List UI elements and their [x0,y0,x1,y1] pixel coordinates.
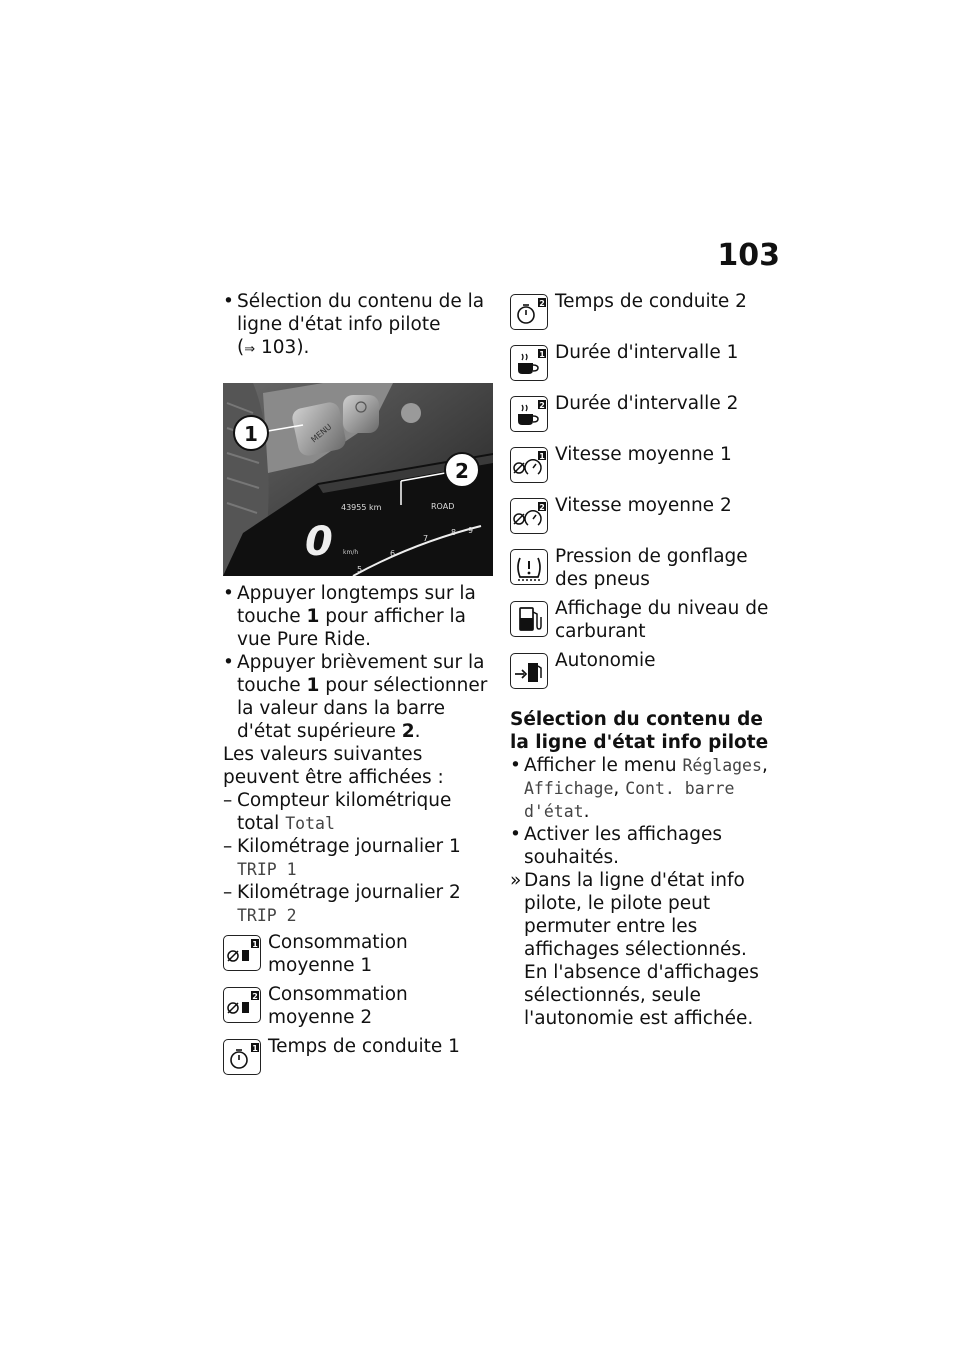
tachometer-tick: 9 [468,526,474,535]
value-icon-row [510,290,785,335]
icon-badge: 1 [539,350,545,359]
menu-path-code: Cont. barre d'état [524,779,735,821]
value-icon-row [510,494,785,539]
value-label: Vitesse moyenne 2 [555,495,732,516]
stopwatch-1-icon [223,1039,261,1075]
value-label: Temps de conduite 2 [555,291,747,312]
average-speed-2-icon [510,498,548,534]
icon-badge: 1 [539,452,545,461]
icon-badge: 1 [252,940,258,949]
icon-badge: 2 [539,401,545,410]
value-icon-row [223,1035,498,1080]
handlebar-dashboard-photo [223,383,493,576]
value-icon-row [223,931,498,977]
coffee-cup-1-icon [510,345,548,381]
value-label: Vitesse moyenne 1 [555,444,732,465]
value-label: Temps de conduite 1 [268,1036,460,1057]
range-icon [510,653,548,689]
instruction-text: Appuyer brièvement sur la touche [237,652,485,696]
icon-badge: 2 [539,503,545,512]
value-icon-row [510,443,785,488]
menu-path-code: Affichage [524,779,614,798]
speed-readout: 0 [305,519,333,565]
menu-path-code: Réglages [682,756,762,775]
punctuation: , [761,755,768,776]
value-icon-row [510,597,785,643]
intro-text: Sélection du contenu de la ligne d'état info pilote [237,291,485,335]
value-item [223,835,498,881]
consumption-2-icon [223,987,261,1023]
value-label: Durée d'intervalle 1 [555,342,739,363]
value-label: Kilométrage journalier 1 [237,836,461,857]
intro-bullet: • Sélection du contenu de la ligne d'état info pilote (⇒ 103). [223,290,498,361]
display-code: Total [285,814,335,833]
value-icon-row [510,392,785,437]
display-code: TRIP 2 [237,906,297,925]
value-label: Consommation moyenne 2 [268,984,408,1028]
result-line: » Dans la ligne d'état info pilote, le pilote peut permuter entre les affichages sélectionnés. [524,870,747,960]
instruction-text: Appuyer longtemps sur la touche [237,583,476,627]
tachometer-tick: 6 [390,549,396,558]
value-item [223,881,498,927]
value-label: Affichage du niveau de carburant [555,598,769,642]
tachometer-tick: 5 [357,565,363,574]
value-item [223,789,498,835]
reference-arrow-icon: ⇒ [244,342,256,357]
value-label: Autonomie [555,650,656,671]
instruction-text: Afficher le menu [524,755,677,776]
page-number: 103 [717,238,780,273]
display-code: TRIP 1 [237,860,297,879]
instruction-short-press [223,651,498,743]
values-intro: Les valeurs suivantes peuvent être affichées : [223,744,444,788]
icon-badge: 1 [252,1044,258,1053]
callout-2: 2 [455,459,469,483]
punctuation: . [583,801,590,822]
icon-badge: 2 [539,299,545,308]
icon-badge: 2 [252,992,258,1001]
value-icon-row [510,341,785,386]
result-text [510,869,785,1030]
instruction-open-menu [510,754,785,823]
section-heading: Sélection du contenu de la ligne d'état info pilote [510,709,769,753]
coffee-cup-2-icon [510,396,548,432]
value-icon-row [510,649,785,694]
menu-button-label: MENU [309,422,334,445]
odometer-readout: 43955 km [341,503,382,512]
value-icon-row [510,545,785,591]
key-number: 1 [306,606,320,627]
value-label: Compteur kilométrique total [237,790,452,834]
intro-reference: 103). [261,337,310,358]
instruction-activate: • Activer les affichages souhaités. [510,823,785,869]
instruction-text: pour sélectionner la valeur dans la barre d'état supérieure [237,675,488,742]
value-label: Durée d'intervalle 2 [555,393,739,414]
tire-pressure-icon [510,549,548,585]
value-label: Pression de gonflage des pneus [555,546,748,590]
value-label: Consommation moyenne 1 [268,932,408,976]
tachometer-tick: 8 [451,528,457,537]
value-icon-row [223,983,498,1029]
tachometer-tick: 7 [423,534,429,543]
speed-unit: km/h [343,549,359,556]
callout-1: 1 [244,422,258,446]
average-speed-1-icon [510,447,548,483]
punctuation: . [414,721,421,742]
right-column [510,290,785,1030]
instruction-long-press [223,582,498,651]
result-note: En l'absence d'affichages sélectionnés, seule l'autonomie est affichée. [524,962,759,1029]
riding-mode-readout: ROAD [431,502,455,511]
key-number: 1 [306,675,320,696]
consumption-1-icon [223,935,261,971]
left-column [223,290,498,1086]
key-number: 2 [401,721,415,742]
instruction-text: pour afficher la vue Pure Ride. [237,606,466,650]
fuel-pump-icon [510,601,548,637]
value-label: Kilométrage journalier 2 [237,882,461,903]
punctuation: , [613,778,620,799]
stopwatch-2-icon [510,294,548,330]
